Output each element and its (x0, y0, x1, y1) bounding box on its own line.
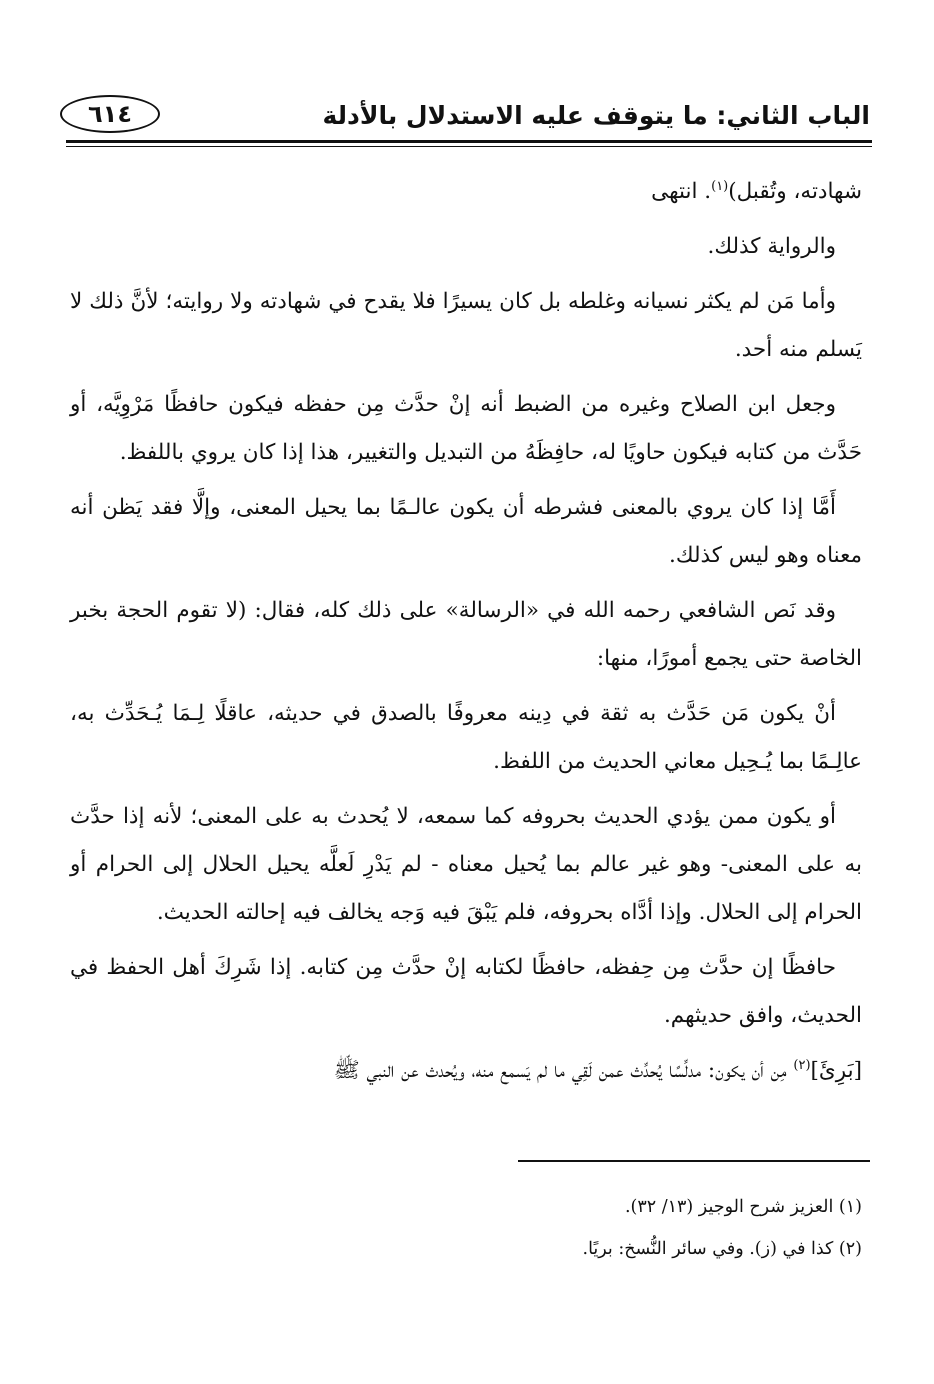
footnote-ref-1: (١) (711, 178, 729, 194)
paragraph-10 (70, 1047, 862, 1095)
footnote-separator (518, 1160, 870, 1162)
paragraph-6: وقد نَص الشافعي رحمه الله في «الرسالة» على ذلك كله، فقال: (لا تقوم الحجة بخبر الخاصة حتى يجمع أمورًا، منها: (70, 598, 862, 671)
paragraph-1 (70, 168, 862, 216)
paragraph-4: وجعل ابن الصلاح وغيره من الضبط أنه إنْ حدَّث مِن حفظه فيكون حافظًا مَرْوِيَّه، أو حَدَّث من كتابه فيكون حاويًا له، حافِظَهُ من التبديل والتغيير، هذا إذا كان يروي باللفظ. (70, 392, 862, 465)
paragraph-3: وأما مَن لم يكثر نسيانه وغلطه بل كان يسيرًا فلا يقدح في شهادته ولا روايته؛ لأنَّ ذلك لا يَسلم منه أحد. (70, 289, 862, 362)
footnote-ref-2: (٢) (793, 1057, 811, 1073)
paragraph-1-text: شهادته، وتُقبل) (728, 179, 862, 204)
paragraph-1-tail: . انتهى (651, 179, 712, 204)
page-header (60, 95, 870, 143)
paragraph-5: أَمَّا إذا كان يروي بالمعنى فشرطه أن يكون عالـمًا بما يحيل المعنى، وإلَّا فقد يَظن أنه معناه وهو ليس كذلك. (70, 495, 862, 568)
paragraph-2: والرواية كذلك. (707, 234, 836, 259)
paragraph-7: أنْ يكون مَن حَدَّث به ثقة في دِينه معروفًا بالصدق في حديثه، عاقلًا لِـمَا يُـحَدِّث به، عالِـمًا بما يُـحِيل معاني الحديث من اللفظ. (70, 701, 862, 774)
bracketed-word: [بَرِئَ] (810, 1058, 862, 1083)
paragraph-8: أو يكون ممن يؤدي الحديث بحروفه كما سمعه، لا يُحدث به على المعنى؛ لأنه إذا حدَّث به على المعنى- وهو غير عالم بما يُحيل معناه - لم يَدْرِ لَعلَّه يحيل الحلال إلى الحرام أو الحرام إلى الحلال. وإذا أدَّاه بحروفه، فلم يَبْقَ فيه وَجه يخالف فيه إحالته الحديث. (70, 804, 862, 925)
header-rule-thick (66, 140, 872, 143)
footnotes (70, 1186, 862, 1270)
header-rule-thin (66, 146, 872, 147)
footnote-1: (١) العزيز شرح الوجيز (١٣/ ٣٢). (624, 1197, 862, 1217)
main-text (70, 168, 862, 1102)
page-number: ٦١٤ (60, 95, 160, 133)
footnote-2: (٢) كذا في (ز). وفي سائر النُّسخ: بريًا. (582, 1239, 862, 1259)
paragraph-9: حافظًا إن حدَّث مِن حِفظه، حافظًا لكتابه إنْ حدَّث مِن كتابه. إذا شَرِكَ أهل الحفظ في الحديث، وافق حديثهم. (70, 955, 862, 1028)
paragraph-10-text: مِن أن يكون: مدلِّسًا يُحدِّث عمن لَقِي ما لم يَسمع منه، ويُحدث عن النبي ﷺ (333, 1058, 794, 1083)
running-title: الباب الثاني: ما يتوقف عليه الاستدلال بالأدلة (322, 101, 870, 130)
